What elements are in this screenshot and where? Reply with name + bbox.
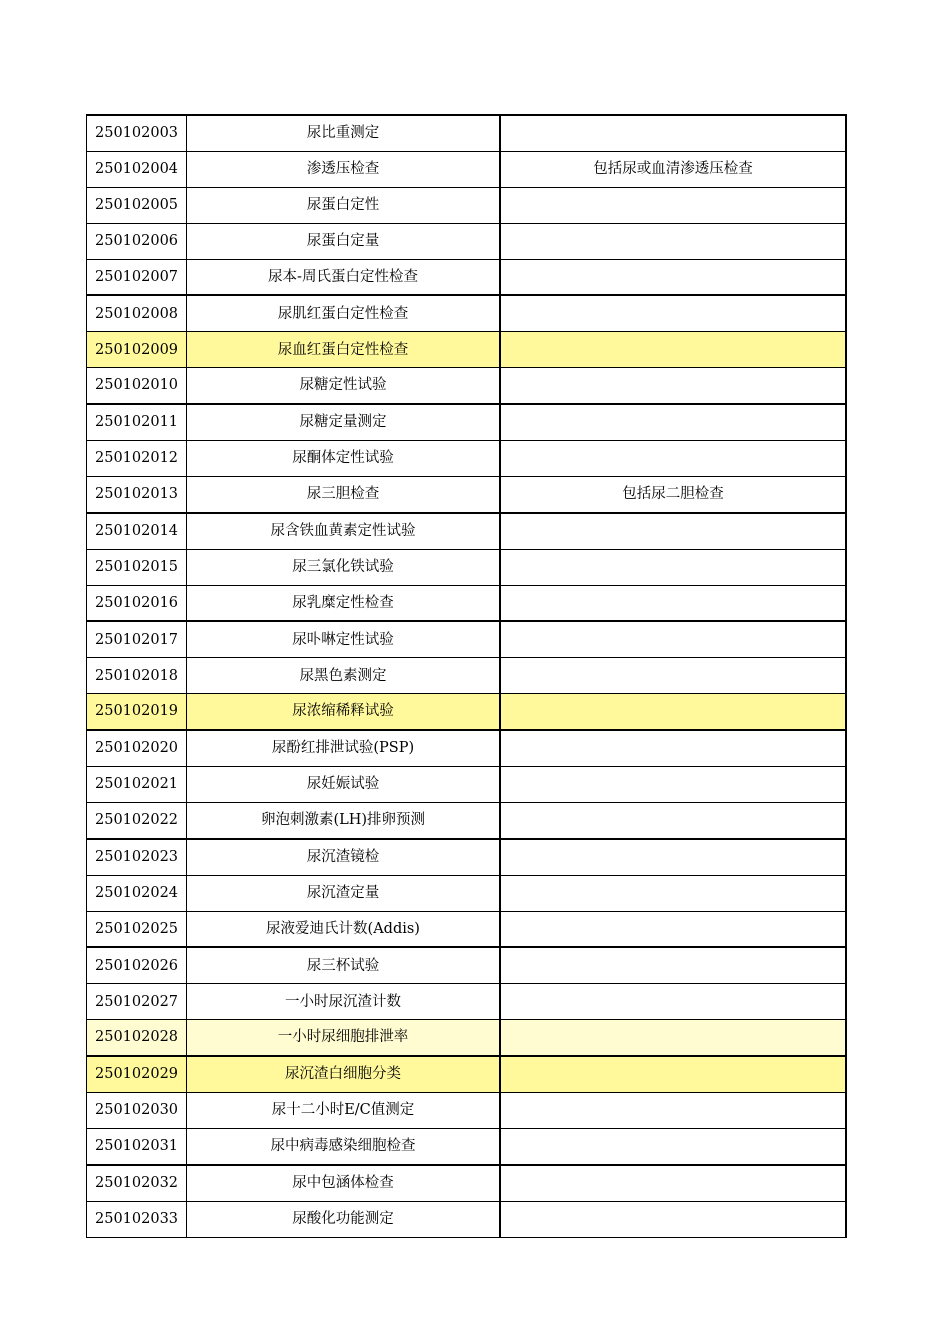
item-name-cell: 尿沉渣定量 xyxy=(187,875,501,911)
item-note-cell xyxy=(500,730,846,766)
item-note-cell xyxy=(500,223,846,259)
item-code-cell: 250102022 xyxy=(87,802,187,838)
item-code-cell: 250102027 xyxy=(87,984,187,1020)
item-name-cell: 尿乳糜定性检查 xyxy=(187,585,501,621)
item-code-cell: 250102019 xyxy=(87,694,187,730)
item-name-cell: 尿蛋白定性 xyxy=(187,187,501,223)
item-code-cell: 250102033 xyxy=(87,1201,187,1237)
table-row xyxy=(87,1128,847,1164)
item-name-cell: 尿液爱迪氏计数(Addis) xyxy=(187,911,501,947)
item-name-cell: 尿糖定量测定 xyxy=(187,404,501,440)
item-name-cell: 尿三杯试验 xyxy=(187,947,501,983)
table-row xyxy=(87,802,847,838)
item-note-cell xyxy=(500,404,846,440)
item-code-cell: 250102006 xyxy=(87,223,187,259)
table-row xyxy=(87,621,847,657)
item-name-cell: 尿比重测定 xyxy=(187,115,501,151)
item-name-cell: 尿沉渣镜检 xyxy=(187,839,501,875)
item-name-cell: 尿三氯化铁试验 xyxy=(187,549,501,585)
item-code-cell: 250102004 xyxy=(87,151,187,187)
item-note-cell: 包括尿或血清渗透压检查 xyxy=(500,151,846,187)
item-name-cell: 尿酸化功能测定 xyxy=(187,1201,501,1237)
table-row xyxy=(87,223,847,259)
item-code-cell: 250102025 xyxy=(87,911,187,947)
item-name-cell: 尿卟啉定性试验 xyxy=(187,621,501,657)
item-note-cell xyxy=(500,621,846,657)
item-note-cell xyxy=(500,115,846,151)
item-name-cell: 一小时尿沉渣计数 xyxy=(187,984,501,1020)
fee-item-table xyxy=(86,114,847,1238)
item-code-cell: 250102003 xyxy=(87,115,187,151)
item-note-cell xyxy=(500,947,846,983)
item-code-cell: 250102015 xyxy=(87,549,187,585)
item-name-cell: 尿十二小时E/C值测定 xyxy=(187,1093,501,1129)
item-code-cell: 250102020 xyxy=(87,730,187,766)
item-name-cell: 尿中包涵体检查 xyxy=(187,1165,501,1201)
item-name-cell: 尿血红蛋白定性检查 xyxy=(187,332,501,368)
item-name-cell: 一小时尿细胞排泄率 xyxy=(187,1020,501,1056)
item-note-cell xyxy=(500,1056,846,1092)
item-code-cell: 250102010 xyxy=(87,368,187,404)
item-name-cell: 尿糖定性试验 xyxy=(187,368,501,404)
item-name-cell: 卵泡刺激素(LH)排卵预测 xyxy=(187,802,501,838)
item-code-cell: 250102017 xyxy=(87,621,187,657)
table-row xyxy=(87,839,847,875)
item-note-cell xyxy=(500,839,846,875)
item-note-cell xyxy=(500,259,846,295)
item-note-cell: 包括尿二胆检查 xyxy=(500,476,846,512)
item-note-cell xyxy=(500,911,846,947)
item-code-cell: 250102021 xyxy=(87,767,187,803)
item-note-cell xyxy=(500,368,846,404)
item-name-cell: 尿妊娠试验 xyxy=(187,767,501,803)
item-code-cell: 250102008 xyxy=(87,295,187,331)
item-code-cell: 250102011 xyxy=(87,404,187,440)
item-code-cell: 250102032 xyxy=(87,1165,187,1201)
item-note-cell xyxy=(500,1093,846,1129)
table-row xyxy=(87,513,847,549)
item-note-cell xyxy=(500,1020,846,1056)
table-row-highlighted xyxy=(87,1020,847,1056)
table-row xyxy=(87,767,847,803)
table-row xyxy=(87,441,847,477)
table-row xyxy=(87,1165,847,1201)
table-row xyxy=(87,368,847,404)
item-name-cell: 尿沉渣白细胞分类 xyxy=(187,1056,501,1092)
table-row xyxy=(87,875,847,911)
item-name-cell: 尿本-周氏蛋白定性检查 xyxy=(187,259,501,295)
table-row-highlighted xyxy=(87,694,847,730)
item-code-cell: 250102029 xyxy=(87,1056,187,1092)
table-row xyxy=(87,187,847,223)
item-note-cell xyxy=(500,187,846,223)
table-row xyxy=(87,549,847,585)
item-name-cell: 尿浓缩稀释试验 xyxy=(187,694,501,730)
item-note-cell xyxy=(500,767,846,803)
item-note-cell xyxy=(500,875,846,911)
item-name-cell: 尿肌红蛋白定性检查 xyxy=(187,295,501,331)
item-code-cell: 250102026 xyxy=(87,947,187,983)
table-row xyxy=(87,404,847,440)
table-row xyxy=(87,730,847,766)
item-code-cell: 250102028 xyxy=(87,1020,187,1056)
item-name-cell: 尿含铁血黄素定性试验 xyxy=(187,513,501,549)
item-code-cell: 250102013 xyxy=(87,476,187,512)
table-row xyxy=(87,1093,847,1129)
item-note-cell xyxy=(500,1201,846,1237)
item-note-cell xyxy=(500,658,846,694)
item-name-cell: 尿三胆检查 xyxy=(187,476,501,512)
item-code-cell: 250102018 xyxy=(87,658,187,694)
item-name-cell: 尿酮体定性试验 xyxy=(187,441,501,477)
item-name-cell: 渗透压检查 xyxy=(187,151,501,187)
table-body xyxy=(87,115,847,1237)
table-row xyxy=(87,476,847,512)
table-row xyxy=(87,658,847,694)
table-row xyxy=(87,947,847,983)
item-note-cell xyxy=(500,332,846,368)
item-note-cell xyxy=(500,1128,846,1164)
item-name-cell: 尿酚红排泄试验(PSP) xyxy=(187,730,501,766)
item-code-cell: 250102023 xyxy=(87,839,187,875)
item-note-cell xyxy=(500,694,846,730)
item-code-cell: 250102012 xyxy=(87,441,187,477)
table-row xyxy=(87,295,847,331)
item-note-cell xyxy=(500,549,846,585)
table-row xyxy=(87,585,847,621)
table-row xyxy=(87,1201,847,1237)
item-name-cell: 尿黑色素测定 xyxy=(187,658,501,694)
item-code-cell: 250102024 xyxy=(87,875,187,911)
item-name-cell: 尿中病毒感染细胞检查 xyxy=(187,1128,501,1164)
item-note-cell xyxy=(500,1165,846,1201)
table-row-highlighted xyxy=(87,332,847,368)
item-code-cell: 250102007 xyxy=(87,259,187,295)
table-row xyxy=(87,984,847,1020)
table-row-highlighted xyxy=(87,1056,847,1092)
item-note-cell xyxy=(500,984,846,1020)
item-note-cell xyxy=(500,441,846,477)
table-row xyxy=(87,115,847,151)
item-note-cell xyxy=(500,585,846,621)
item-code-cell: 250102005 xyxy=(87,187,187,223)
item-code-cell: 250102031 xyxy=(87,1128,187,1164)
item-code-cell: 250102009 xyxy=(87,332,187,368)
table-row xyxy=(87,259,847,295)
item-note-cell xyxy=(500,513,846,549)
item-code-cell: 250102014 xyxy=(87,513,187,549)
table-row xyxy=(87,151,847,187)
item-name-cell: 尿蛋白定量 xyxy=(187,223,501,259)
item-note-cell xyxy=(500,802,846,838)
item-code-cell: 250102016 xyxy=(87,585,187,621)
item-code-cell: 250102030 xyxy=(87,1093,187,1129)
table-row xyxy=(87,911,847,947)
item-note-cell xyxy=(500,295,846,331)
